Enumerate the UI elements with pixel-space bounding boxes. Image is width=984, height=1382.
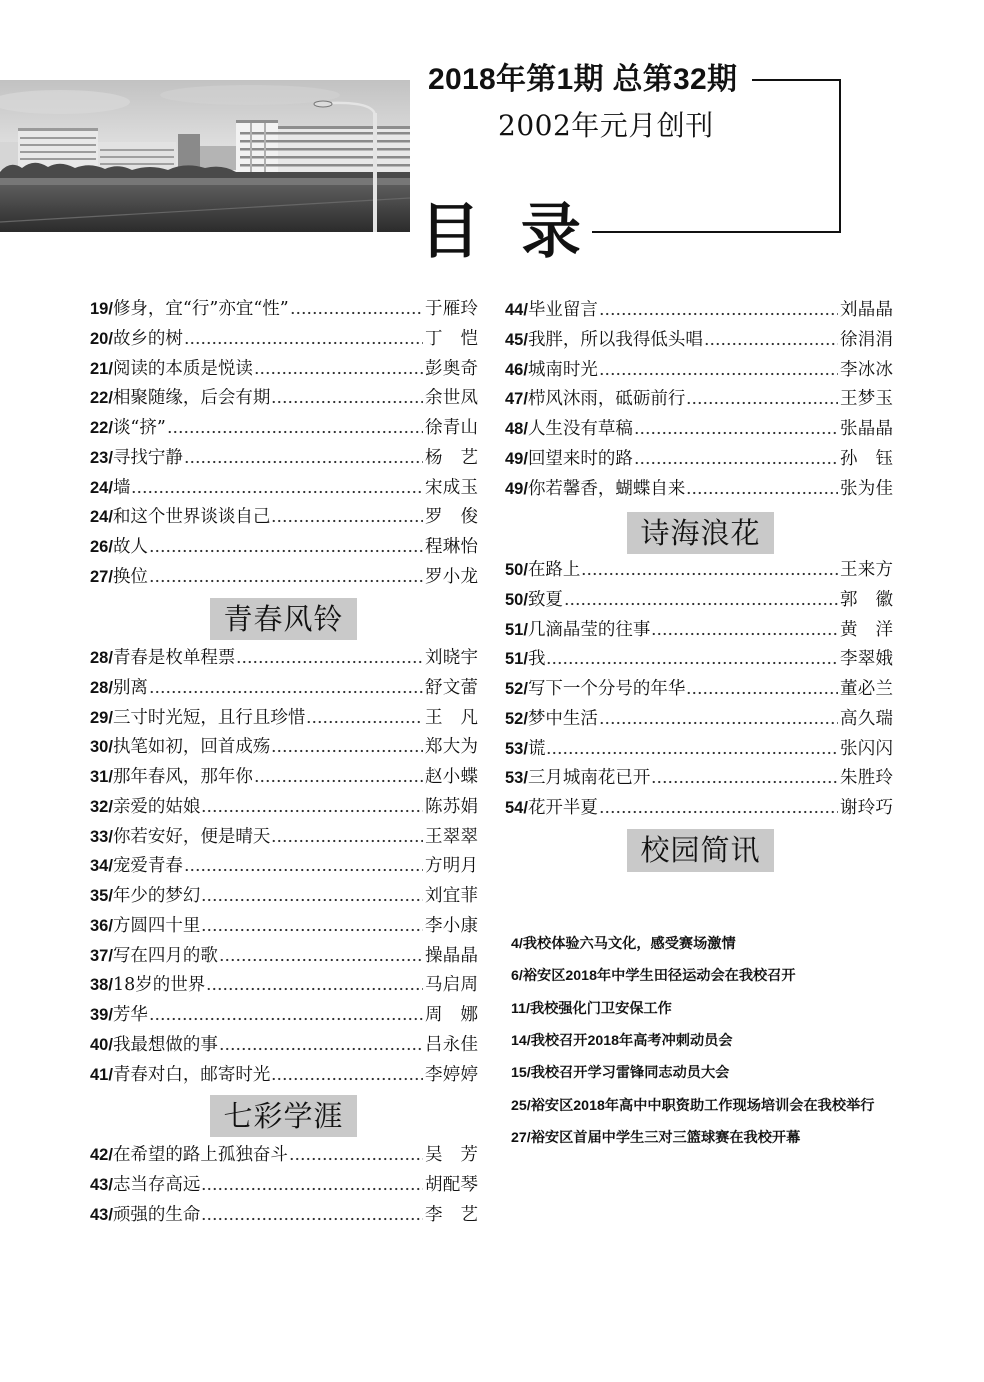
entry-page: 39/ (90, 1006, 113, 1024)
entry-author: 罗 俊 (425, 507, 478, 528)
entry-author: 操晶晶 (425, 945, 478, 966)
dot-leader (546, 645, 838, 675)
entry-author: 刘宜菲 (425, 886, 478, 906)
dot-leader (599, 794, 838, 824)
entry-page: 34/ (90, 857, 113, 876)
entry-author: 刘晓宇 (425, 648, 478, 668)
dot-leader (271, 503, 423, 533)
entry-author: 赵小蝶 (425, 767, 478, 787)
entry-title: 梦中生活 (527, 708, 598, 729)
toc-entry (90, 733, 478, 763)
toc-entry (90, 384, 478, 414)
entry-author: 陈苏娟 (425, 796, 478, 817)
dot-leader (206, 971, 423, 1001)
running-track (0, 178, 410, 186)
frame-line-bottom (592, 231, 841, 233)
left-toc-group-2 (90, 644, 478, 1090)
main-building (236, 120, 410, 172)
toc-entry (505, 764, 893, 794)
entry-page: 26/ (90, 538, 113, 556)
toc-entry (505, 415, 893, 445)
entry-page: 21/ (90, 359, 113, 378)
dot-leader (634, 415, 838, 445)
entry-title: 寻找宁静 (112, 447, 183, 468)
entry-title: 执笔如初，回首成殇 (112, 737, 271, 758)
entry-page: 53/ (505, 739, 528, 758)
dot-leader (149, 1001, 423, 1031)
entry-author: 张为佳 (840, 478, 893, 499)
toc-entry (505, 705, 893, 735)
dot-leader (651, 616, 838, 646)
entry-title: 故人 (112, 537, 148, 557)
toc-entry (90, 1031, 478, 1061)
toc-entry (90, 1061, 478, 1091)
entry-author: 朱胜玲 (840, 768, 893, 789)
dot-leader (219, 942, 423, 972)
dot-leader (306, 704, 423, 734)
entry-title: 18岁的世界 (112, 975, 206, 996)
left-toc-group-3 (90, 1141, 478, 1230)
entry-page: 22/ (90, 389, 113, 408)
entry-author: 黄 洋 (840, 619, 893, 640)
dot-leader (290, 295, 423, 325)
entry-page: 47/ (505, 390, 528, 409)
toc-entry (90, 852, 478, 882)
toc-entry (90, 971, 478, 1001)
dot-leader (599, 705, 838, 735)
entry-title: 青春对白，邮寄时光 (112, 1064, 271, 1085)
toc-entry (90, 503, 478, 533)
entry-page: 40/ (90, 1035, 113, 1054)
toc-entry (505, 475, 893, 505)
entry-title: 亲爱的姑娘 (112, 796, 201, 817)
entry-author: 李婷婷 (425, 1064, 478, 1085)
section-label-xiaoyuanjianxun: 校园简讯 (627, 829, 774, 872)
entry-author: 郭 徽 (840, 589, 893, 610)
entry-author: 高久瑞 (840, 708, 893, 729)
frame-line-right (839, 79, 841, 233)
dot-leader (254, 763, 423, 793)
entry-author: 丁 恺 (425, 328, 478, 349)
entry-page: 48/ (505, 420, 528, 438)
entry-title: 写在四月的歌 (112, 945, 218, 966)
toc-entry (505, 445, 893, 475)
dot-leader (704, 326, 838, 356)
toc-entry (505, 616, 893, 646)
entry-title: 宠爱青春 (112, 856, 183, 877)
entry-author: 谢玲巧 (840, 798, 893, 818)
dot-leader (219, 1031, 423, 1061)
toc-entry (90, 882, 478, 912)
toc-entry (90, 1141, 478, 1171)
entry-author: 王翠翠 (425, 826, 478, 847)
toc-entry (90, 674, 478, 704)
entry-title: 在路上 (527, 560, 581, 580)
entry-title: 我 (527, 649, 546, 670)
sports-field (0, 185, 410, 232)
entry-author: 王梦玉 (840, 389, 893, 410)
toc-entry (505, 556, 893, 586)
dot-leader (201, 1201, 423, 1231)
entry-author: 杨 艺 (425, 447, 478, 468)
entry-title: 花开半夏 (527, 798, 598, 818)
toc-entry (90, 414, 478, 444)
entry-page: 29/ (90, 708, 113, 727)
toc-entry (90, 912, 478, 942)
toc-entry (505, 735, 893, 765)
toc-entry (505, 586, 893, 616)
entry-title: 几滴晶莹的往事 (527, 619, 651, 640)
dot-leader (184, 325, 423, 355)
entry-page: 33/ (90, 827, 113, 846)
entry-page: 42/ (90, 1146, 113, 1164)
toc-entry (90, 1171, 478, 1201)
entry-title: 你若安好，便是晴天 (112, 826, 271, 847)
toc-entry (90, 1001, 478, 1031)
toc-entry (505, 645, 893, 675)
entry-author: 孙 钰 (840, 448, 893, 469)
entry-author: 郑大为 (425, 737, 478, 758)
entry-author: 吕永佳 (425, 1034, 478, 1055)
entry-page: 52/ (505, 709, 528, 728)
dot-leader (564, 586, 838, 616)
entry-title: 谈“挤” (112, 418, 166, 438)
news-item: 14/我校召开2018年高考冲刺动员会 (511, 1032, 733, 1049)
entry-author: 张闪闪 (840, 738, 893, 759)
dot-leader (236, 644, 423, 674)
dot-leader (201, 1171, 423, 1201)
dot-leader (184, 852, 423, 882)
entry-title: 在希望的路上孤独奋斗 (112, 1145, 288, 1165)
entry-author: 于雁玲 (425, 299, 478, 319)
section-label-shihailanghua: 诗海浪花 (627, 512, 774, 554)
entry-title: 阅读的本质是悦读 (112, 358, 253, 379)
entry-title: 致夏 (527, 589, 563, 610)
dot-leader (271, 1061, 423, 1091)
entry-title: 志当存高远 (112, 1174, 201, 1195)
dot-leader (599, 356, 838, 386)
section-label-qingchunfengling: 青春风铃 (210, 598, 357, 640)
dot-leader (131, 474, 423, 504)
entry-author: 余世凤 (425, 388, 478, 409)
toc-entry (90, 563, 478, 593)
entry-title: 和这个世界谈谈自己 (112, 507, 271, 528)
page-title: 目 录 (420, 197, 581, 267)
dot-leader (599, 296, 838, 326)
entry-author: 董必兰 (840, 679, 893, 699)
news-item: 4/我校体验六马文化，感受赛场激情 (511, 936, 736, 952)
toc-entry (505, 356, 893, 386)
entry-page: 49/ (505, 449, 528, 468)
entry-author: 宋成玉 (425, 477, 478, 498)
campus-photo-image (0, 80, 410, 232)
news-item: 15/我校召开学习雷锋同志动员大会 (511, 1065, 730, 1082)
entry-author: 方明月 (425, 856, 478, 877)
entry-title: 回望来时的路 (527, 448, 633, 469)
entry-title: 故乡的树 (112, 328, 183, 349)
toc-entry (90, 942, 478, 972)
toc-entry (90, 355, 478, 385)
entry-title: 三月城南花已开 (527, 768, 651, 789)
entry-author: 周 娜 (425, 1005, 478, 1025)
entry-title: 那年春风，那年你 (112, 767, 253, 787)
entry-page: 41/ (90, 1065, 113, 1084)
entry-page: 38/ (90, 976, 113, 995)
dot-leader (686, 675, 838, 705)
entry-page: 30/ (90, 738, 113, 757)
news-item: 11/我校强化门卫安保工作 (511, 1000, 672, 1017)
entry-author: 王 凡 (425, 707, 478, 728)
dot-leader (651, 764, 838, 794)
section-label-qicaixueya: 七彩学涯 (210, 1095, 357, 1137)
entry-title: 写下一个分号的年华 (527, 679, 686, 699)
campus-photo (0, 80, 410, 232)
entry-author: 吴 芳 (425, 1145, 478, 1165)
entry-page: 28/ (90, 649, 113, 667)
entry-page: 45/ (505, 330, 528, 349)
entry-page: 49/ (505, 479, 528, 498)
dot-leader (149, 563, 423, 593)
entry-author: 李 艺 (425, 1204, 478, 1225)
entry-page: 46/ (505, 360, 528, 379)
entry-author: 胡配琴 (425, 1174, 478, 1195)
toc-entry (90, 793, 478, 823)
toc-entry (90, 295, 478, 325)
entry-title: 三寸时光短，且行且珍惜 (112, 707, 306, 728)
toc-entry (505, 326, 893, 356)
entry-title: 墙 (112, 477, 131, 498)
entry-page: 27/ (90, 567, 113, 586)
entry-author: 马启周 (425, 975, 478, 996)
dot-leader (201, 912, 423, 942)
entry-page: 43/ (90, 1175, 113, 1194)
toc-entry (90, 533, 478, 563)
toc-entry (505, 794, 893, 824)
toc-entry (90, 704, 478, 734)
entry-author: 李翠娥 (840, 649, 893, 670)
dot-leader (271, 384, 423, 414)
entry-title: 别离 (112, 677, 148, 698)
entry-author: 程琳怡 (425, 537, 478, 557)
entry-author: 彭奥奇 (425, 358, 478, 379)
entry-author: 王来方 (840, 560, 893, 580)
dot-leader (149, 533, 423, 563)
dot-leader (254, 355, 423, 385)
founded-date: 2002年元月创刊 (498, 109, 714, 142)
entry-title: 你若馨香，蝴蝶自来 (527, 478, 686, 499)
dot-leader (184, 444, 423, 474)
news-item: 27/裕安区首届中学生三对三篮球赛在我校开幕 (511, 1129, 801, 1146)
entry-title: 修身，宜“行”亦宜“性” (112, 299, 289, 319)
entry-title: 人生没有草稿 (527, 419, 633, 439)
entry-page: 22/ (90, 419, 113, 437)
entry-title: 相聚随缘，后会有期 (112, 388, 271, 409)
entry-page: 37/ (90, 946, 113, 965)
entry-page: 24/ (90, 478, 113, 497)
entry-page: 50/ (505, 590, 528, 609)
entry-page: 32/ (90, 797, 113, 816)
dot-leader (686, 385, 838, 415)
entry-author: 李小康 (425, 915, 478, 936)
entry-author: 舒文蕾 (425, 677, 478, 698)
right-toc-group-1 (505, 296, 893, 504)
entry-title: 我最想做的事 (112, 1034, 218, 1055)
entry-title: 谎 (527, 738, 546, 759)
entry-page: 35/ (90, 887, 113, 905)
toc-entry (90, 823, 478, 853)
entry-page: 19/ (90, 300, 113, 318)
dot-leader (271, 733, 423, 763)
toc-entry (90, 444, 478, 474)
entry-author: 徐青山 (425, 418, 478, 438)
entry-title: 顽强的生命 (112, 1204, 201, 1225)
entry-title: 芳华 (112, 1005, 148, 1025)
dot-leader (149, 674, 423, 704)
toc-entry (90, 1201, 478, 1231)
entry-title: 我胖，所以我得低头唱 (527, 329, 703, 350)
entry-page: 44/ (505, 301, 528, 319)
left-toc-group-1 (90, 295, 478, 593)
entry-page: 51/ (505, 620, 528, 639)
entry-title: 方圆四十里 (112, 915, 201, 936)
entry-page: 24/ (90, 508, 113, 527)
toc-entry (505, 296, 893, 326)
entry-author: 李冰冰 (840, 359, 893, 380)
cloud (160, 85, 340, 105)
entry-page: 31/ (90, 768, 113, 786)
toc-entry (505, 385, 893, 415)
entry-page: 51/ (505, 650, 528, 669)
entry-page: 43/ (90, 1205, 113, 1224)
entry-author: 张晶晶 (840, 419, 893, 439)
dot-leader (167, 414, 423, 444)
dot-leader (634, 445, 838, 475)
toc-entry (90, 644, 478, 674)
entry-author: 罗小龙 (425, 566, 478, 587)
news-item: 6/裕安区2018年中学生田径运动会在我校召开 (511, 968, 796, 985)
entry-title: 栉风沐雨，砥砺前行 (527, 389, 686, 410)
toc-entry (90, 763, 478, 793)
right-toc-group-2 (505, 556, 893, 824)
entry-title: 换位 (112, 566, 148, 587)
entry-title: 青春是枚单程票 (112, 648, 236, 668)
news-item: 25/裕安区2018年高中中职资助工作现场培训会在我校举行 (511, 1097, 875, 1114)
entry-page: 52/ (505, 680, 528, 698)
entry-page: 54/ (505, 799, 528, 817)
entry-page: 50/ (505, 561, 528, 579)
entry-page: 28/ (90, 678, 113, 697)
issue-number: 2018年第1期 总第32期 (428, 63, 738, 96)
dot-leader (201, 882, 423, 912)
entry-page: 23/ (90, 448, 113, 467)
entry-page: 53/ (505, 769, 528, 788)
toc-entry (90, 325, 478, 355)
dot-leader (581, 556, 838, 586)
dot-leader (201, 793, 423, 823)
dot-leader (686, 475, 838, 505)
dot-leader (271, 823, 423, 853)
entry-page: 20/ (90, 329, 113, 348)
dot-leader (289, 1141, 423, 1171)
entry-title: 毕业留言 (527, 300, 598, 320)
toc-entry (90, 474, 478, 504)
toc-entry (505, 675, 893, 705)
entry-title: 城南时光 (527, 359, 598, 380)
campus-news-list (511, 928, 911, 1154)
entry-page: 36/ (90, 916, 113, 935)
entry-author: 徐涓涓 (840, 329, 893, 350)
entry-title: 年少的梦幻 (112, 886, 201, 906)
dot-leader (546, 735, 838, 765)
entry-author: 刘晶晶 (840, 300, 893, 320)
frame-line-top (752, 79, 841, 81)
